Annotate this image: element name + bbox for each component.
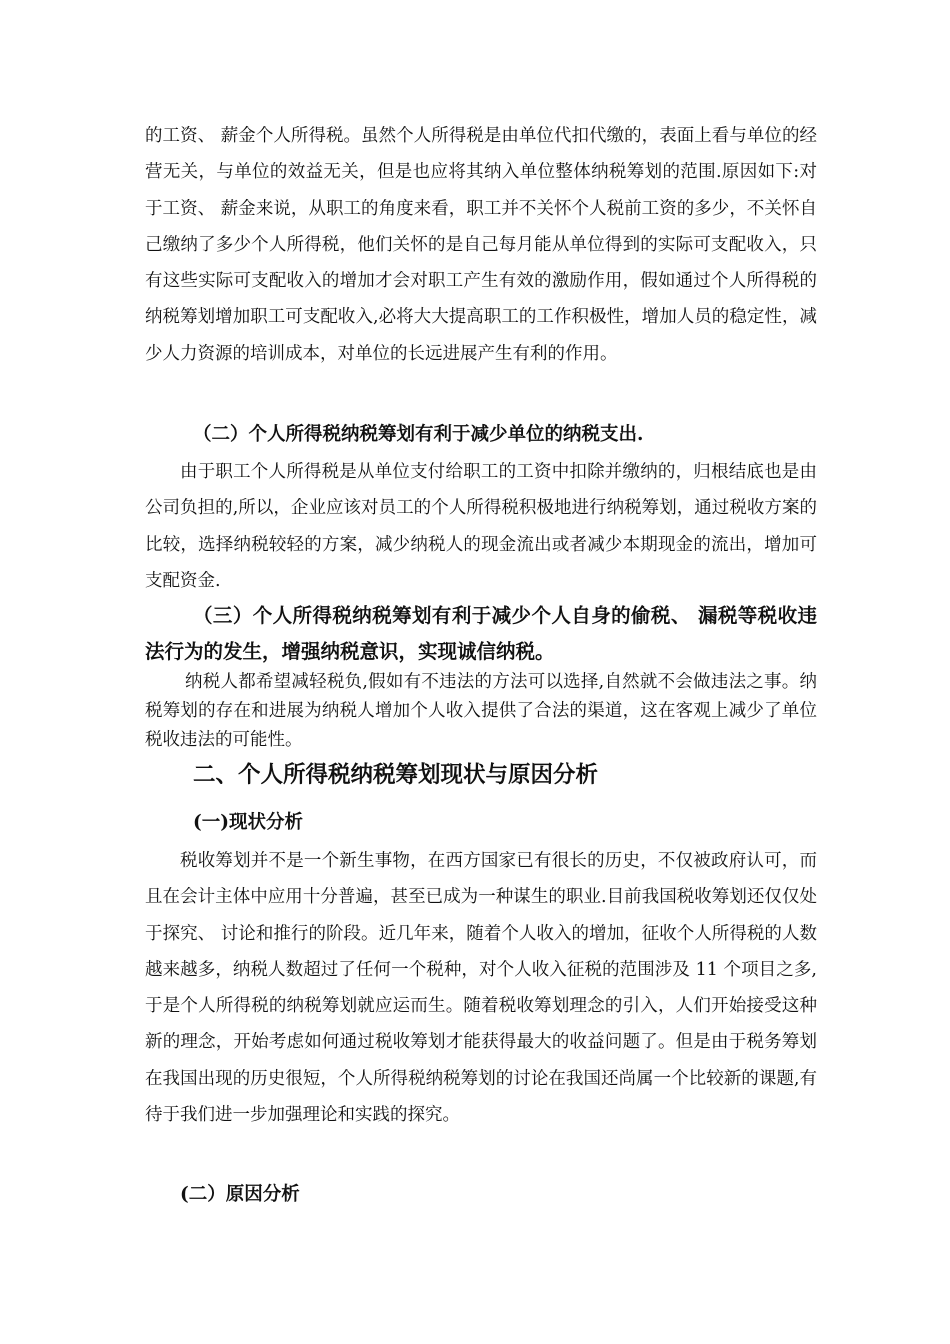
subheading-benefit-3: （三）个人所得税纳税筹划有利于减少个人自身的偷税、 漏税等税收违法行为的发生，增强纳税意识，实现诚信纳税。 — [145, 604, 817, 663]
body-paragraph-3: 纳税人都希望减轻税负,假如有不违法的方法可以选择,自然就不会做违法之事。纳税筹划的存在和进展为纳税人增加个人收入提供了合法的渠道，这在客观上减少了单位税收违法的可能性。 — [145, 672, 817, 750]
body-paragraph-4: 税收筹划并不是一个新生事物，在西方国家已有很长的历史，不仅被政府认可，而且在会计主体中应用十分普遍，甚至已成为一种谋生的职业.目前我国税收筹划还仅仅处于探究、 讨论和推行的阶段。近几年来，随着个人收入的增加，征收个人所得税的人数越来越多，纳税人数超过了任何一个税种，对个人收入征税的范围涉及 11 个项目之多,于是个人所得税的纳税筹划就应运而生。随着税收筹划理念的引入，人们开始接受这种新的理念，开始考虑如何通过税收筹划才能获得最大的收益问题了。但是由于税务筹划在我国出现的历史很短，个人所得税纳税筹划的讨论在我国还尚属一个比较新的课题,有待于我们进一步加强理论和实践的探究。 — [145, 851, 817, 1126]
subheading-benefit-2: （二）个人所得税纳税筹划有利于减少单位的纳税支出. — [193, 424, 644, 445]
subsection-title-status: (一)现状分析 — [193, 812, 304, 833]
subsection-title-causes: (二）原因分析 — [180, 1184, 300, 1205]
body-paragraph-2: 由于职工个人所得税是从单位支付给职工的工资中扣除并缴纳的，归根结底也是由公司负担的,所以，企业应该对员工的个人所得税积极地进行纳税筹划，通过税收方案的比较，选择纳税较轻的方案，减少纳税人的现金流出或者减少本期现金的流出，增加可支配资金. — [145, 462, 817, 591]
section-title-2: 二、个人所得税纳税筹划现状与原因分析 — [193, 762, 599, 788]
body-paragraph-1: 的工资、 薪金个人所得税。虽然个人所得税是由单位代扣代缴的，表面上看与单位的经营无关，与单位的效益无关，但是也应将其纳入单位整体纳税筹划的范围.原因如下:对于工资、 薪金来说，从职工的角度来看，职工并不关怀个人税前工资的多少，不关怀自己缴纳了多少个人所得税，他们关怀的是自己每月能从单位得到的实际可支配收入，只有这些实际可支配收入的增加才会对职工产生有效的激励作用，假如通过个人所得税的纳税筹划增加职工可支配收入,必将大大提高职工的工作积极性，增加人员的稳定性，减少人力资源的培训成本，对单位的长远进展产生有利的作用。 — [145, 126, 817, 364]
